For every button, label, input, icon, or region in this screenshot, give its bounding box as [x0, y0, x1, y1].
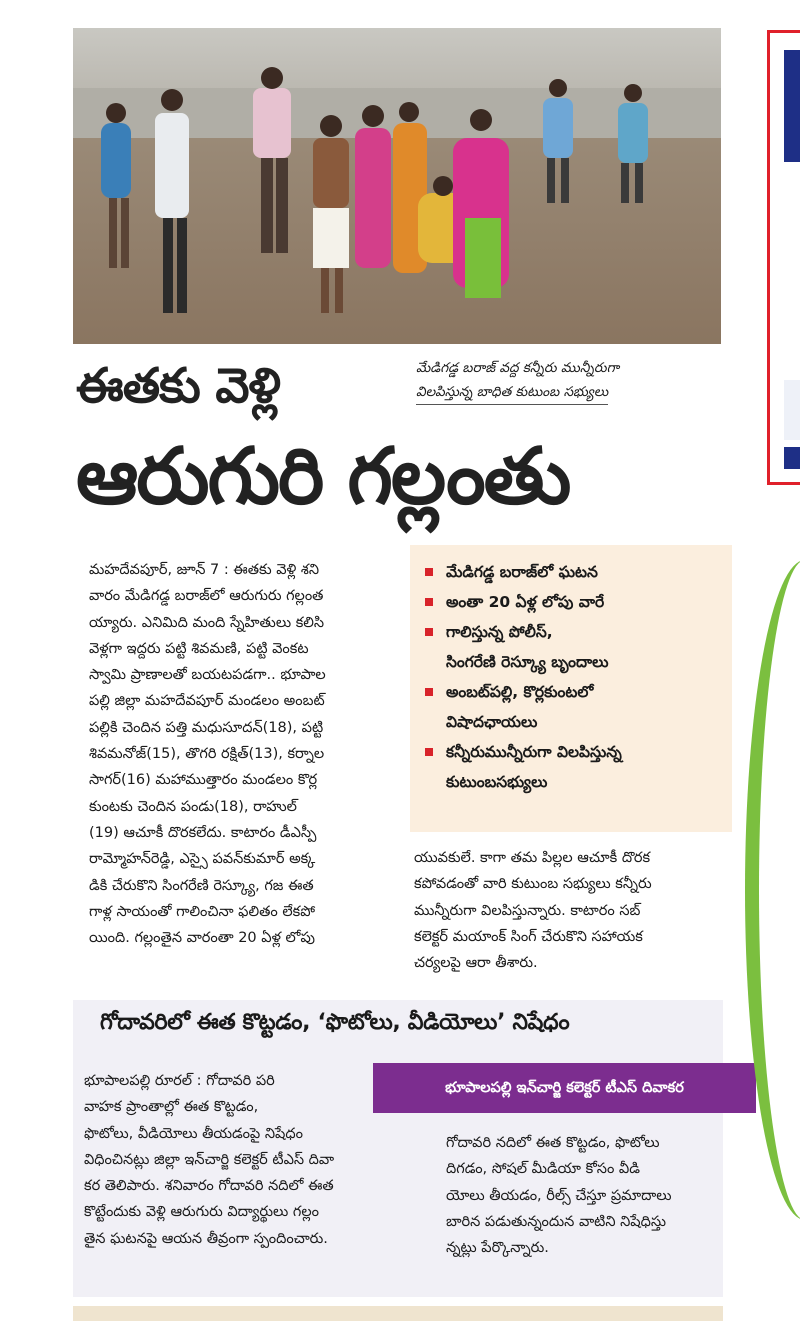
story2-title: గోదావరిలో ఈత కొట్టడం, ‘ఫొటోలు, వీడియోలు’ నిషేధం — [100, 1010, 570, 1035]
highlight-text: కన్నీరుమున్నీరుగా విలపిస్తున్న — [446, 743, 622, 761]
story2-badge: భూపాలపల్లి ఇన్‌చార్జి కలెక్టర్ టీఎస్ దివాకర — [373, 1063, 756, 1113]
article-left-column — [89, 557, 405, 951]
article-line: మున్నీరుగా విలపిస్తున్నారు. కాటారం సబ్ — [414, 902, 641, 919]
article-line: కుంటకు చెందిన పండు(18), రాహుల్ — [89, 798, 297, 815]
headline-line-2: ఆరుగురి గల్లంతు — [76, 432, 570, 522]
story2-left-column — [84, 1068, 334, 1252]
story2-line: ఫొటోలు, వీడియోలు తీయడంపై నిషేధం — [84, 1125, 303, 1142]
ad-block — [784, 380, 800, 440]
bullet-square-icon — [425, 688, 433, 696]
highlight-item — [422, 677, 732, 737]
article-line: రామ్మోహన్‌రెడ్డి, ఎస్సై పవన్‌కుమార్ అక్క — [89, 851, 316, 868]
article-line: గాళ్ల సాయంతో గాలించినా ఫలితం లేకపో — [89, 903, 315, 920]
ad-block — [784, 447, 800, 469]
article-right-column — [414, 845, 720, 976]
article-line: మహదేవపూర్, జూన్ 7 : ఈతకు వెళ్లి శని — [89, 562, 320, 578]
story2-line: కొట్టేందుకు వెళ్లి ఆరుగురు విద్యార్థులు గల్లం — [84, 1204, 319, 1221]
story2-line: న్నట్లు పేర్కొన్నారు. — [446, 1240, 549, 1257]
highlight-text: కుటుంబసభ్యులు — [446, 773, 548, 791]
article-line: య్యారు. ఎనిమిది మంది స్నేహితులు కలిసి — [89, 614, 325, 631]
article-line: పల్లికి చెందిన పత్తి మధుసూదన్(18), పట్టి — [89, 719, 324, 736]
highlight-text: అంతా 20 ఏళ్ల లోపు వారే — [446, 593, 605, 611]
story2-right-column — [446, 1130, 672, 1261]
story2-line: దిగడం, సోషల్ మీడియా కోసం వీడి — [446, 1161, 640, 1178]
article-line: పల్లి జిల్లా మహదేవపూర్ మండలం అంబట్ — [89, 693, 325, 710]
story2-line: విధించినట్లు జిల్లా ఇన్‌చార్జి కలెక్టర్ టీఎస్ దివా — [84, 1151, 335, 1168]
highlight-item — [422, 587, 732, 617]
article-line: చర్యలపై ఆరా తీశారు. — [414, 955, 538, 972]
article-line: కలెక్టర్ మయాంక్ సింగ్ చేరుకొని సహాయక — [414, 928, 643, 945]
story2-line: బారిన పడుతున్నందున వాటిని నిషేధిస్తు — [446, 1213, 667, 1230]
news-photo — [73, 28, 721, 344]
caption-line: మేడిగడ్డ బరాజ్ వద్ద కన్నీరు మున్నీరుగా — [416, 360, 620, 376]
caption-line: విలపిస్తున్న బాధిత కుటుంబ సభ్యులు — [416, 380, 608, 405]
article-line: కపోవడంతో వారి కుటుంబ సభ్యులు కన్నీరు — [414, 876, 652, 893]
article-line: యింది. గల్లంతైన వారంతా 20 ఏళ్ల లోపు — [89, 930, 315, 947]
ad-block — [784, 50, 800, 162]
highlight-item — [422, 617, 732, 677]
bullet-square-icon — [425, 628, 433, 636]
story2-line: తైన ఘటనపై ఆయన తీవ్రంగా స్పందించారు. — [84, 1230, 328, 1247]
article-line: వెళ్లగా ఇద్దరు పట్టి శివమణి, పట్టి వెంకట — [89, 640, 309, 657]
bullet-square-icon — [425, 598, 433, 606]
headline-line-1: ఈతకు వెళ్లి — [76, 358, 280, 414]
article-line: వారం మేడిగడ్డ బరాజ్‌లో ఆరుగురు గల్లంత — [89, 588, 324, 605]
ad-green-arc — [745, 560, 800, 1220]
article-line: సాగర్(16) మహాముత్తారం మండలం కొర్ల — [89, 772, 318, 789]
highlights-box — [410, 545, 732, 832]
article-line: డికి చేరుకొని సింగరేణి రెస్క్యూ, గజ ఈత — [89, 877, 314, 894]
highlight-text: సింగరేణి రెస్క్యూ బృందాలు — [446, 653, 609, 671]
highlight-text: విషాదఛాయలు — [446, 713, 538, 731]
highlight-text: గాలిస్తున్న పోలీస్, — [446, 623, 553, 641]
next-item-strip — [73, 1306, 723, 1321]
story2-line: వాహక ప్రాంతాల్లో ఈత కొట్టడం, — [84, 1099, 259, 1116]
highlight-item — [422, 737, 732, 797]
article-line: స్వామి ప్రాణాలతో బయటపడగా.. భూపాల — [89, 667, 326, 684]
story2-line: గోదావరి నదిలో ఈత కొట్టడం, ఫొటోలు — [446, 1135, 660, 1151]
article-line: (19) ఆచూకీ దొరకలేదు. కాటారం డీఎస్పీ — [89, 824, 317, 841]
bullet-square-icon — [425, 568, 433, 576]
bullet-square-icon — [425, 748, 433, 756]
story2-line: భూపాలపల్లి రూరల్ : గోదావరి పరి — [84, 1073, 275, 1089]
highlight-text: మేడిగడ్డ బరాజ్‌లో ఘటన — [446, 563, 598, 581]
article-line: యువకులే. కాగా తమ పిల్లల ఆచూకీ దొరక — [414, 850, 651, 866]
photo-caption — [416, 356, 716, 405]
highlight-text: అంబట్‌పల్లి, కొర్లకుంటలో — [446, 683, 594, 701]
story2-line: యోలు తీయడం, రీల్స్ చేస్తూ ప్రమాదాలు — [446, 1187, 672, 1204]
article-line: శివమనోజ్(15), తొగరి రక్షిత్(13), కర్నాల — [89, 746, 325, 763]
highlight-item — [422, 557, 732, 587]
story2-line: కర తెలిపారు. శనివారం గోదావరి నదిలో ఈత — [84, 1178, 334, 1195]
